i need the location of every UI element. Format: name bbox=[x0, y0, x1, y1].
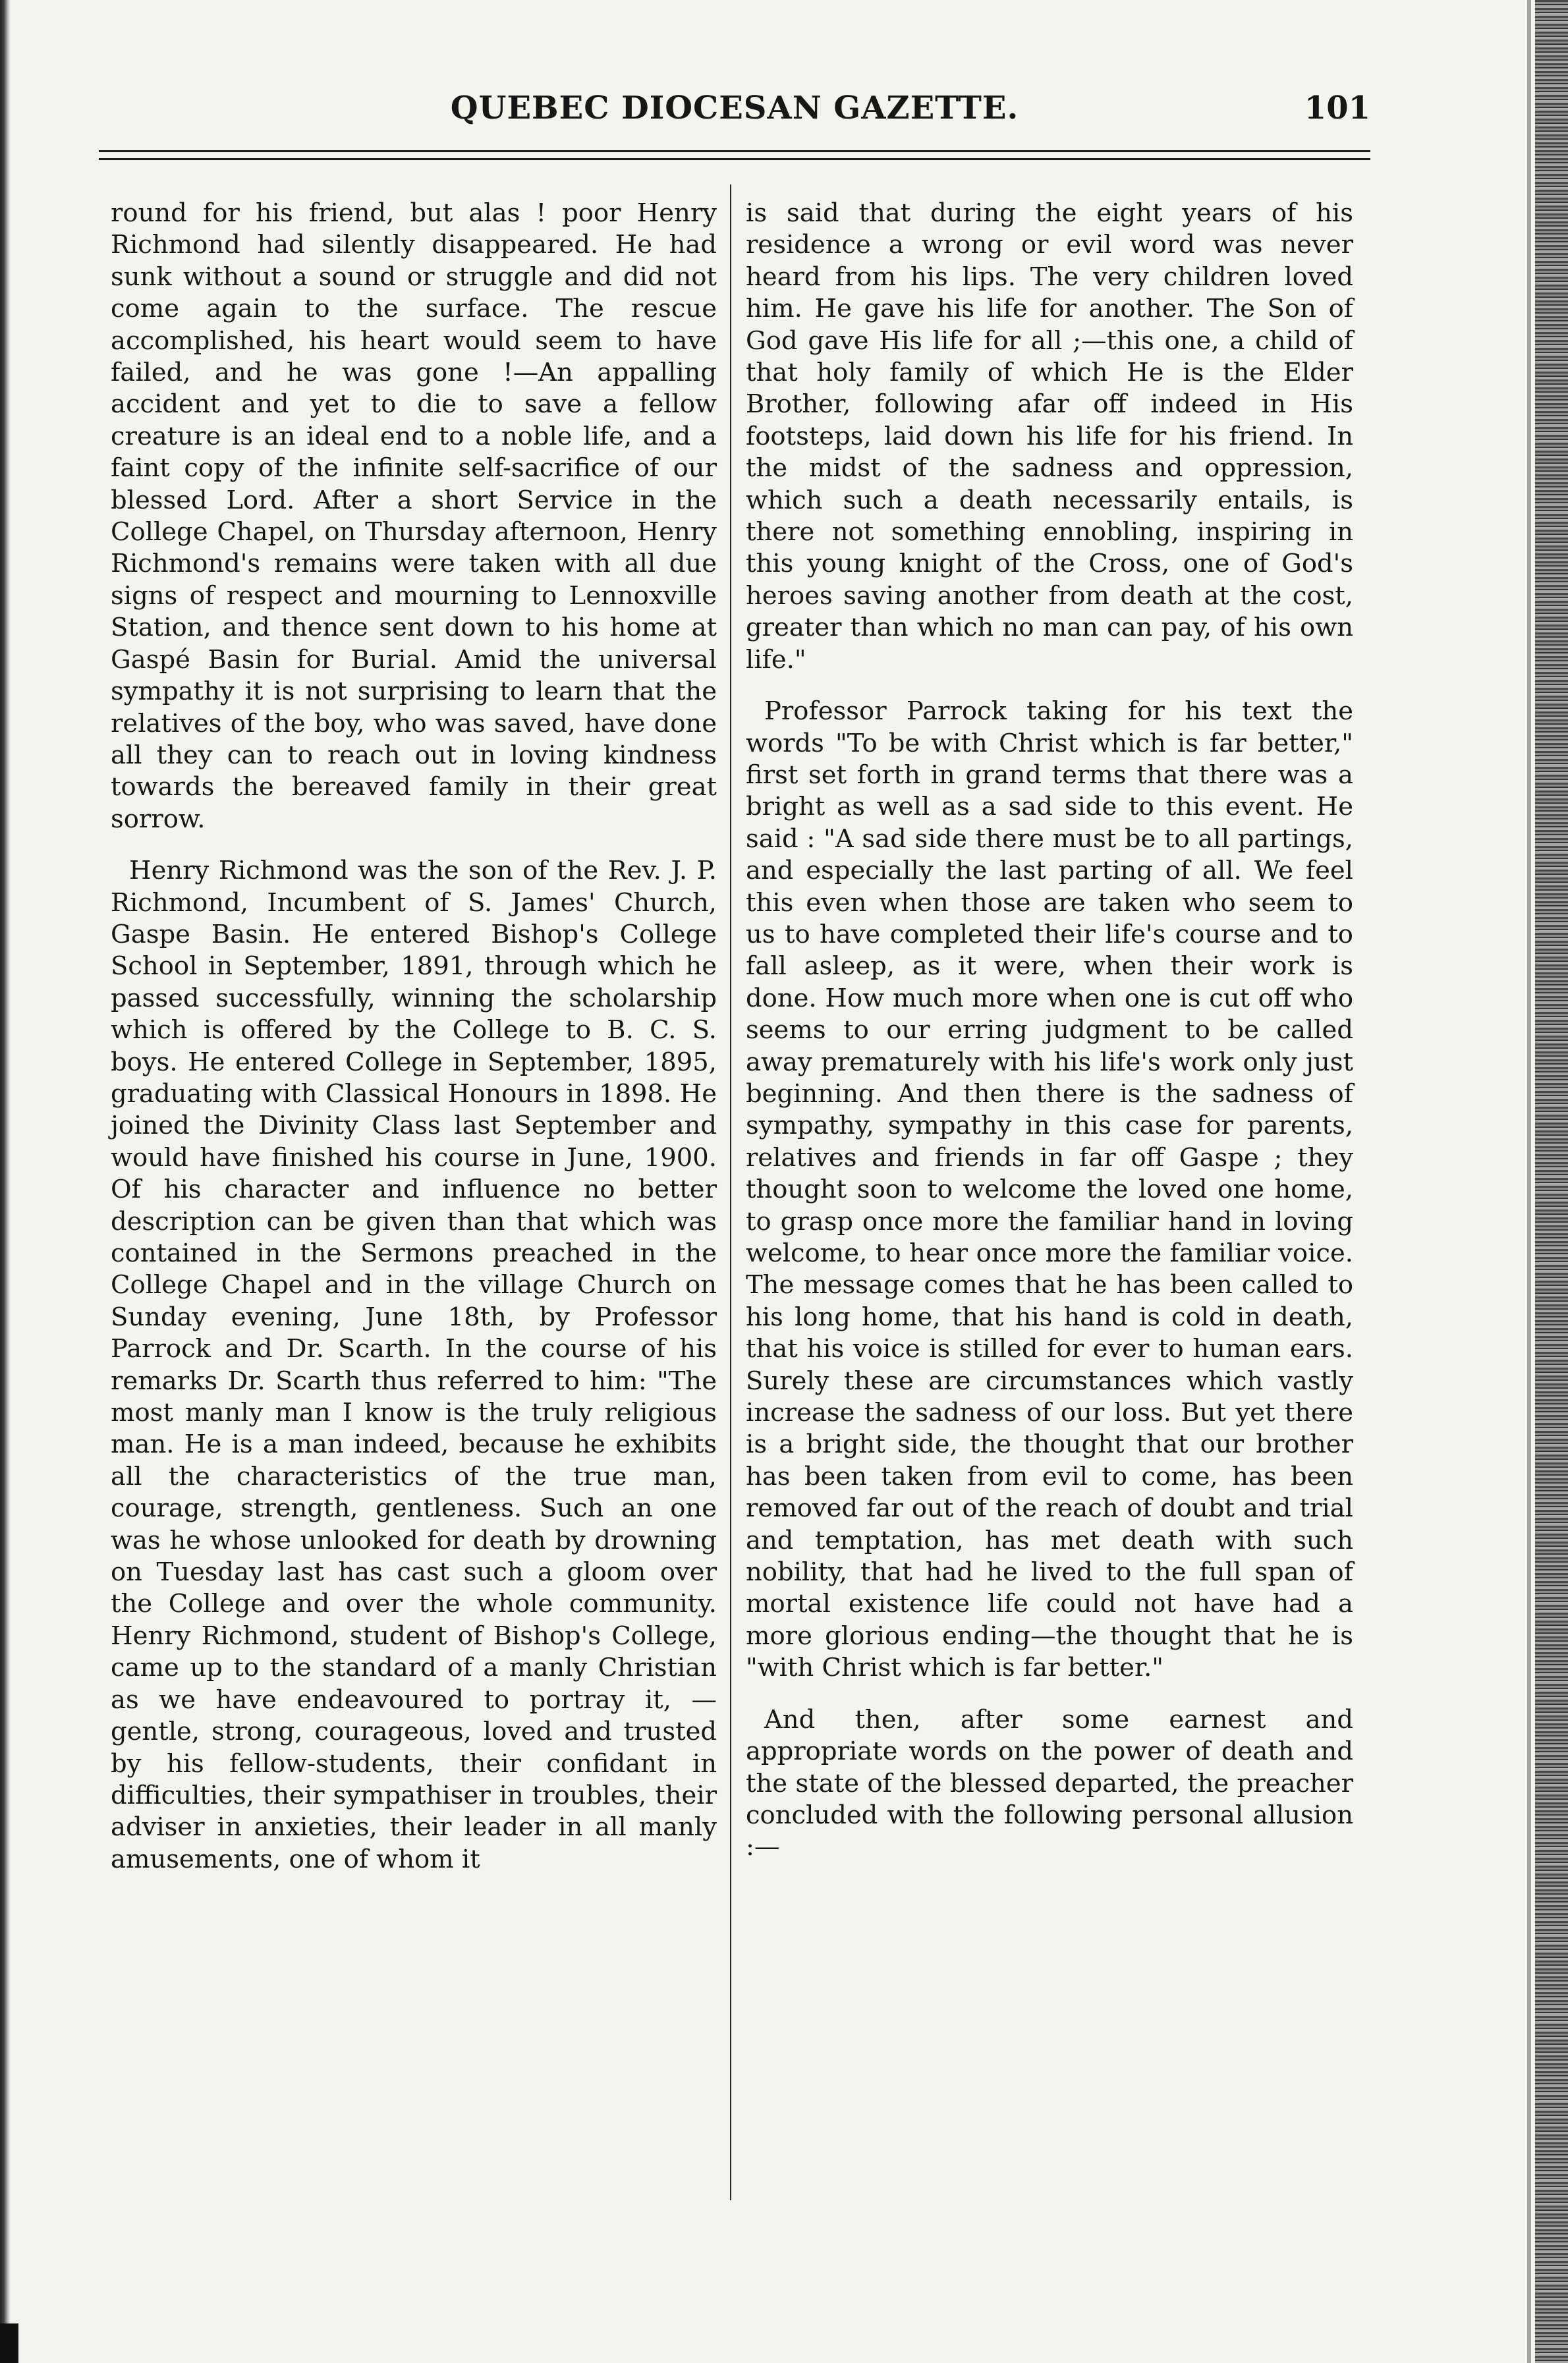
right-paragraph-3: And then, after some earnest and appropriate words on the power of death and the state of the blessed departed, the preacher concluded with the following personal allusion :— bbox=[746, 1704, 1353, 1862]
left-column bbox=[111, 198, 717, 1876]
page-number: 101 bbox=[1304, 90, 1370, 126]
scan-corner-mark bbox=[0, 2323, 18, 2363]
header-rule-bottom bbox=[99, 158, 1370, 160]
binding-edge bbox=[1535, 0, 1568, 2363]
right-paragraph-2: Professor Parrock taking for his text the words "To be with Christ which is far better," first set forth in grand terms that there was a bright as well as a sad side to this event. He said : "A sad side there must be to all partings, and especially the last parting of all. We feel this even when those are taken who seem to us to have completed their life's course and to fall asleep, as it were, when their work is done. How much more when one is cut off who seems to our erring judgment to be called away prematurely with his life's work only just beginning. And then there is the sadness of sympathy, sympathy in this case for parents, relatives and friends in far off Gaspe ; they thought soon to welcome the loved one home, to grasp once more the familiar hand in loving welcome, to hear once more the familiar voice. The message comes that he has been called to his long home, that his hand is cold in death, that his voice is stilled for ever to human ears. Surely these are circumstances which vastly increase the sadness of our loss. But yet there is a bright side, the thought that our brother has been taken from evil to come, has been removed far out of the reach of doubt and trial and temptation, has met death with such nobility, that had he lived to the full span of mortal existence life could not have had a more glorious ending—the thought that he is "with Christ which is far better." bbox=[746, 696, 1353, 1683]
running-title: QUEBEC DIOCESAN GAZETTE. bbox=[450, 90, 1019, 126]
binding-shadow bbox=[1527, 0, 1531, 2363]
left-paragraph-1: round for his friend, but alas ! poor Henry Richmond had silently disappeared. He had sunk without a sound or struggle and did not come again to the surface. The rescue accomplished, his heart would seem to have failed, and he was gone !—An appalling accident and yet to die to save a fellow creature is an ideal end to a noble life, and a faint copy of the infinite self-sacrifice of our blessed Lord. After a short Service in the College Chapel, on Thursday afternoon, Henry Richmond's remains were taken with all due signs of respect and mourning to Lennoxville Station, and thence sent down to his home at Gaspé Basin for Burial. Amid the universal sympathy it is not surprising to learn that the relatives of the boy, who was saved, have done all they can to reach out in loving kindness towards the bereaved family in their great sorrow. bbox=[111, 198, 717, 834]
right-paragraph-1: is said that during the eight years of his residence a wrong or evil word was never heard from his lips. The very children loved him. He gave his life for another. The Son of God gave His life for all ;—this one, a child of that holy family of which He is the Elder Brother, following afar off indeed in His footsteps, laid down his life for his friend. In the midst of the sadness and oppression, which such a death necessarily entails, is there not something ennobling, inspiring in this young knight of the Cross, one of God's heroes saving another from death at the cost, greater than which no man can pay, of his own life." bbox=[746, 198, 1353, 675]
header-rule-top bbox=[99, 150, 1370, 152]
column-divider bbox=[730, 184, 731, 2200]
right-column bbox=[746, 198, 1353, 1864]
page-header bbox=[99, 86, 1370, 138]
left-paragraph-2: Henry Richmond was the son of the Rev. J. P. Richmond, Incumbent of S. James' Church, Gaspe Basin. He entered Bishop's College School in September, 1891, through which he passed successfully, winning the scholarship which is offered by the College to B. C. S. boys. He entered College in September, 1895, graduating with Classical Honours in 1898. He joined the Divinity Class last September and would have finished his course in June, 1900. Of his character and influence no better description can be given than that which was contained in the Sermons preached in the College Chapel and in the village Church on Sunday evening, June 18th, by Professor Parrock and Dr. Scarth. In the course of his remarks Dr. Scarth thus referred to him: "The most manly man I know is the truly religious man. He is a man indeed, because he exhibits all the characteristics of the true man, courage, strength, gentleness. Such an one was he whose unlooked for death by drowning on Tuesday last has cast such a gloom over the College and over the whole community. Henry Richmond, student of Bishop's College, came up to the standard of a manly Christian as we have endeavoured to portray it, —gentle, strong, courageous, loved and trusted by his fellow-students, their confidant in difficulties, their sympathiser in troubles, their adviser in anxieties, their leader in all manly amusements, one of whom it bbox=[111, 856, 717, 1874]
scan-left-edge bbox=[0, 0, 11, 2363]
